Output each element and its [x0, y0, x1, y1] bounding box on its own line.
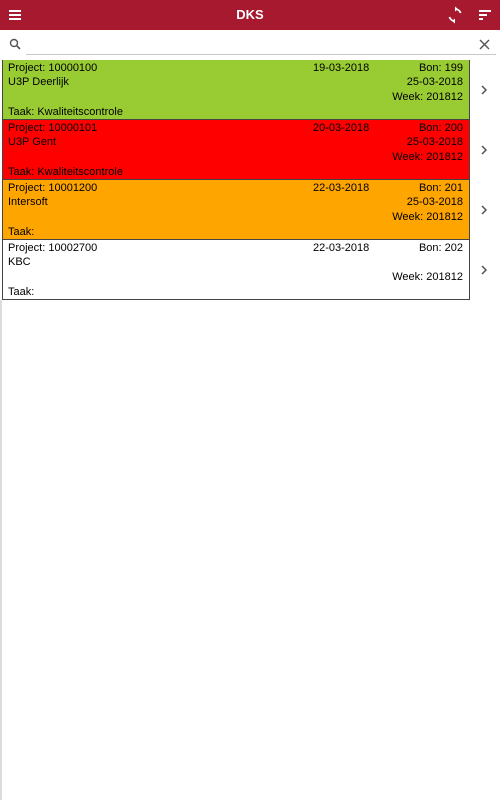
project-number: Project: 10002700 — [8, 242, 98, 254]
task-label: Taak: — [8, 226, 35, 238]
due-date: 25-03-2018 — [406, 136, 463, 148]
bon-number: Bon: 199 — [418, 62, 463, 74]
app-bar — [0, 0, 500, 30]
task-label: Taak: Kwaliteitscontrole — [8, 166, 123, 178]
search-icon — [9, 38, 21, 50]
week-number: Week: 201812 — [392, 91, 463, 103]
chevron-right-icon[interactable] — [479, 204, 489, 216]
search-underline — [26, 54, 496, 55]
search-input[interactable] — [26, 34, 470, 54]
start-date: 19-03-2018 — [313, 62, 370, 74]
project-number: Project: 10001200 — [8, 182, 98, 194]
week-number: Week: 201812 — [392, 211, 463, 223]
start-date: 22-03-2018 — [313, 182, 370, 194]
customer-name: U3P Deerlijk — [8, 76, 69, 88]
app-title: DKS — [236, 7, 264, 22]
start-date: 22-03-2018 — [313, 242, 370, 254]
list-item[interactable] — [0, 120, 500, 180]
search-bar — [0, 30, 500, 59]
due-date: 25-03-2018 — [406, 76, 463, 88]
week-number: Week: 201812 — [392, 271, 463, 283]
bon-number: Bon: 202 — [418, 242, 463, 254]
project-card[interactable] — [2, 60, 470, 120]
bon-number: Bon: 200 — [418, 122, 463, 134]
project-list — [0, 60, 500, 300]
start-date: 20-03-2018 — [313, 122, 370, 134]
sort-icon[interactable] — [477, 7, 493, 23]
bon-number: Bon: 201 — [418, 182, 463, 194]
chevron-right-icon[interactable] — [479, 84, 489, 96]
left-edge-divider — [0, 300, 2, 800]
chevron-right-icon[interactable] — [479, 144, 489, 156]
project-card[interactable] — [2, 180, 470, 240]
customer-name: U3P Gent — [8, 136, 57, 148]
project-card[interactable] — [2, 240, 470, 300]
project-number: Project: 10000100 — [8, 62, 98, 74]
refresh-icon[interactable] — [446, 6, 464, 24]
menu-icon[interactable] — [7, 7, 23, 23]
list-item[interactable] — [0, 240, 500, 300]
task-label: Taak: Kwaliteitscontrole — [8, 106, 123, 118]
list-item[interactable] — [0, 180, 500, 240]
customer-name: Intersoft — [8, 196, 48, 208]
project-number: Project: 10000101 — [8, 122, 98, 134]
customer-name: KBC — [8, 256, 31, 268]
project-card[interactable] — [2, 120, 470, 180]
close-icon[interactable] — [479, 39, 490, 50]
week-number: Week: 201812 — [392, 151, 463, 163]
chevron-right-icon[interactable] — [479, 264, 489, 276]
list-item[interactable] — [0, 60, 500, 120]
due-date: 25-03-2018 — [406, 196, 463, 208]
task-label: Taak: — [8, 286, 35, 298]
